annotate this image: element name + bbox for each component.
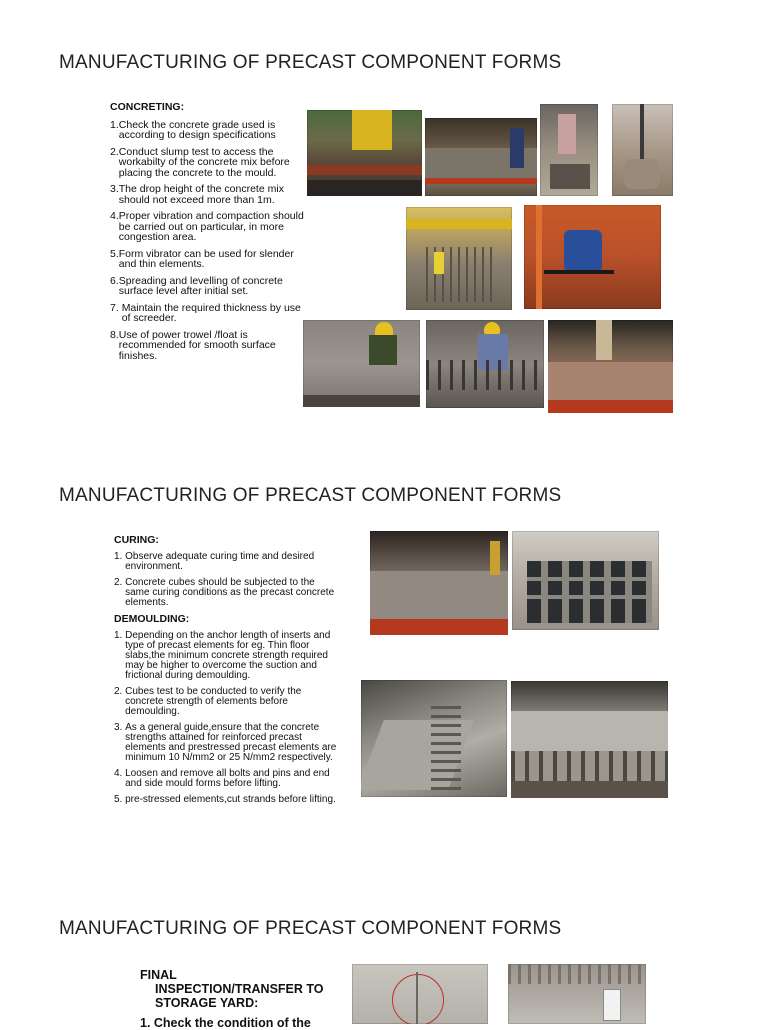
item-text: pre-stressed elements,cut strands before lifting. — [125, 794, 336, 805]
item-number: 7. — [110, 301, 122, 314]
list-item-partial: 1. Check the condition of the — [140, 1016, 311, 1030]
photo-prestressed-beds — [511, 681, 668, 798]
concreting-heading: CONCRETING: — [110, 101, 185, 113]
list-item — [110, 303, 306, 324]
item-number: 5. — [110, 247, 119, 260]
list-item — [114, 578, 340, 608]
item-text: Conduct slump test to access the workabilty of the concrete mix before placing the concrete to the mould. — [118, 145, 290, 179]
photo-curing-bed — [370, 531, 508, 635]
section-3-title: MANUFACTURING OF PRECAST COMPONENT FORMS — [59, 918, 562, 939]
item-number: 4. — [114, 768, 126, 779]
item-number: 1. — [114, 630, 126, 641]
item-text: Use of power trowel /float is recommended for smooth surface finishes. — [118, 328, 276, 362]
photo-slump-test — [612, 104, 673, 196]
item-number: 4. — [110, 210, 119, 222]
item-text: Cubes test to be conducted to verify the concrete strength of elements before demoulding. — [125, 686, 302, 717]
item-text: Check the concrete grade used is according to design specifications — [118, 118, 276, 141]
item-text: Loosen and remove all bolts and pins and end and side mould forms before lifting. — [125, 768, 330, 789]
list-item — [114, 687, 340, 717]
list-item — [114, 552, 340, 572]
item-text: Maintain the required thickness by use of screeder. — [121, 301, 301, 324]
item-number: 1. — [114, 551, 126, 562]
list-item — [110, 120, 306, 141]
list-item — [110, 249, 306, 270]
final-heading-line1: FINAL — [140, 968, 177, 982]
photo-demoulded-element — [361, 680, 507, 797]
item-number: 5. — [114, 794, 126, 805]
item-number: 8. — [110, 328, 119, 341]
item-text: Observe adequate curing time and desired environment. — [125, 551, 315, 572]
list-item — [110, 211, 306, 243]
final-heading-line2: INSPECTION/TRANSFER TO STORAGE YARD: — [155, 982, 324, 1010]
list-item — [110, 330, 306, 362]
item-text: Spreading and levelling of concrete surface level after initial set. — [118, 274, 283, 297]
final-inspection-text-block — [140, 968, 340, 1030]
item-text: Form vibrator can be used for slender and thin elements. — [118, 247, 294, 270]
list-item — [110, 276, 306, 297]
list-item — [114, 631, 340, 681]
item-number: 2. — [114, 577, 126, 588]
item-text: The drop height of the concrete mix should not exceed more than 1m. — [118, 183, 284, 206]
photo-levelling — [303, 320, 420, 407]
list-item — [114, 723, 340, 763]
item-text: As a general guide,ensure that the concrete strengths attained for reinforced precast elements and prestressed precast elements are minimum 10 N/mm2 or 25 N/mm2 respectively. — [125, 722, 337, 763]
photo-labelled-element — [508, 964, 646, 1024]
photo-form-vibrator — [524, 205, 661, 309]
item-number: 6. — [110, 274, 119, 287]
photo-pouring-concrete — [425, 118, 537, 196]
photo-screeding — [426, 320, 544, 408]
list-item — [110, 147, 306, 179]
photo-crack-inspection — [352, 964, 488, 1024]
list-item — [114, 769, 340, 789]
photo-rebar-cage — [406, 207, 512, 310]
demoulding-heading: DEMOULDING: — [114, 613, 190, 625]
curing-heading: CURING: — [114, 534, 159, 546]
list-item — [110, 184, 306, 205]
photo-slump-cone — [540, 104, 598, 196]
item-number: 2. — [110, 145, 119, 158]
concreting-text-block — [110, 102, 306, 367]
photo-concrete-cubes — [512, 531, 659, 630]
item-text: Depending on the anchor length of inserts and type of precast elements for eg. Thin floor slabs,the minimum concrete strength required may be higher to overcome the suction and frictional during demoulding. — [125, 630, 331, 681]
item-number: 3. — [110, 183, 119, 195]
item-text: Proper vibration and compaction should be carried out on particular, in more congestion area. — [118, 210, 304, 243]
item-text: Concrete cubes should be subjected to the same curing conditions as the precast concrete elements. — [125, 577, 335, 608]
item-number: 1. — [110, 118, 119, 131]
photo-power-trowel — [548, 320, 673, 413]
item-number: 2. — [114, 686, 126, 697]
photo-casting-bed — [307, 110, 422, 196]
list-item — [114, 795, 340, 805]
section-1-title: MANUFACTURING OF PRECAST COMPONENT FORMS — [59, 52, 562, 73]
curing-demoulding-text-block — [114, 535, 340, 811]
item-number: 3. — [114, 722, 126, 733]
section-2-title: MANUFACTURING OF PRECAST COMPONENT FORMS — [59, 485, 562, 506]
